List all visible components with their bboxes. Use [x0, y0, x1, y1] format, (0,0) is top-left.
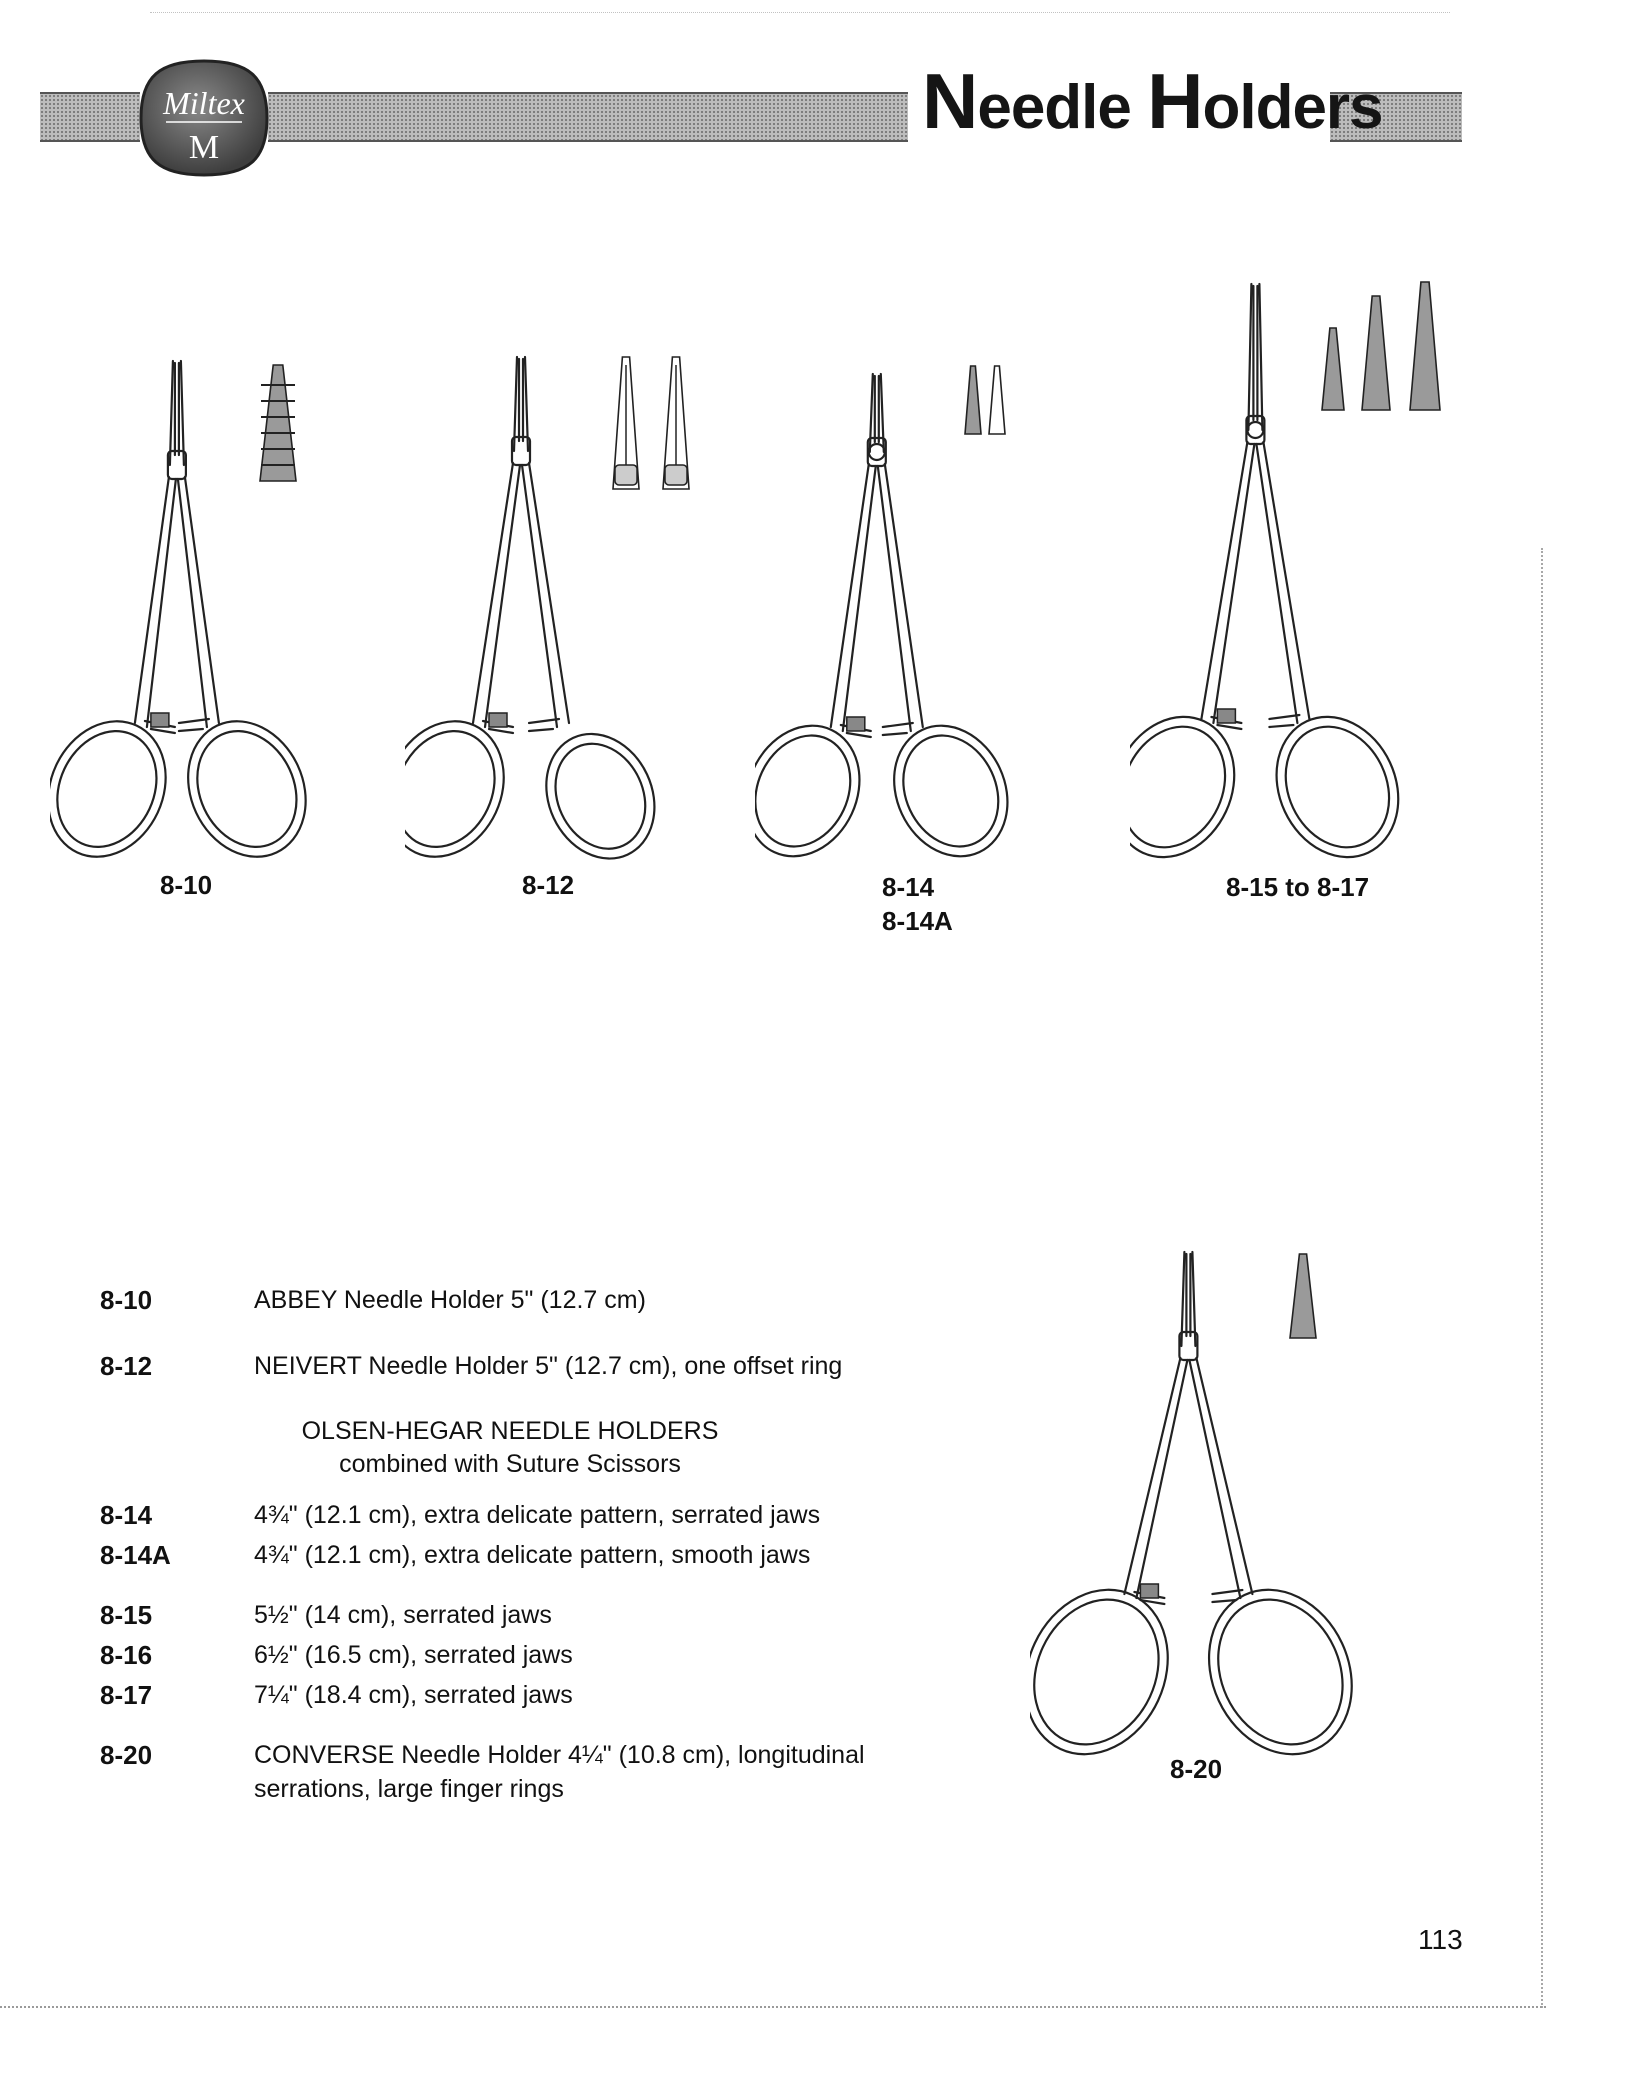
catalog-code: 8-10	[100, 1285, 153, 1315]
page-number: 113	[1418, 1924, 1463, 1955]
catalog-code: 8-16	[100, 1640, 153, 1670]
miltex-logo	[136, 58, 272, 178]
jaw-detail-8-16	[1360, 294, 1392, 412]
page-title-part-1: eedle	[977, 73, 1148, 142]
figure-label-8-14: 8-14	[882, 872, 935, 902]
top-dotted-rule	[150, 12, 1450, 13]
logo-wordmark: Miltex	[163, 85, 245, 121]
header-band-left	[40, 92, 140, 142]
right-margin-rule	[1541, 548, 1543, 2008]
catalog-description: 6½" (16.5 cm), serrated jaws	[254, 1641, 573, 1669]
catalog-description: ABBEY Needle Holder 5" (12.7 cm)	[254, 1286, 646, 1314]
catalog-code: 8-14A	[100, 1540, 171, 1570]
figure-label-8-20: 8-20	[1170, 1754, 1223, 1784]
catalog-description: 4¾" (12.1 cm), extra delicate pattern, serrated jaws	[254, 1501, 821, 1529]
jaw-detail-8-12-b	[661, 355, 691, 491]
needle-holder-8-15-figure	[1130, 280, 1460, 865]
header-band-middle	[268, 92, 908, 142]
jaw-detail-8-12-a	[611, 355, 641, 491]
catalog-description-line-2: serrations, large finger rings	[254, 1775, 564, 1803]
figure-label-8-14a: 8-14A	[882, 906, 953, 936]
catalog-description: 7¼" (18.4 cm), serrated jaws	[254, 1681, 573, 1709]
catalog-code: 8-12	[100, 1351, 153, 1381]
catalog-code: 8-17	[100, 1680, 153, 1710]
jaw-detail-8-14a	[987, 364, 1007, 436]
jaw-detail-8-10	[258, 363, 298, 483]
needle-holder-8-10-figure	[50, 355, 320, 865]
catalog-description	[254, 1738, 954, 1806]
catalog-description-line-1: CONVERSE Needle Holder 4¼" (10.8 cm), longitudinal	[254, 1741, 865, 1769]
catalog-description: 4¾" (12.1 cm), extra delicate pattern, smooth jaws	[254, 1541, 811, 1569]
page-title	[922, 56, 1383, 147]
logo-monogram: M	[188, 129, 220, 166]
catalog-code: 8-20	[100, 1740, 153, 1770]
needle-holder-8-12-drawing	[405, 355, 695, 865]
section-heading: OLSEN-HEGAR NEEDLE HOLDERS	[301, 1417, 719, 1445]
jaw-detail-8-17	[1408, 280, 1442, 412]
bottom-dotted-rule	[0, 2006, 1546, 2008]
page-title-initial-n: N	[922, 57, 978, 145]
catalog-code: 8-15	[100, 1600, 153, 1630]
figure-label-8-10: 8-10	[160, 870, 213, 900]
needle-holder-8-12-figure	[405, 355, 695, 865]
needle-holder-8-20-figure	[1030, 1250, 1360, 1760]
jaw-detail-8-20	[1288, 1252, 1318, 1340]
catalog-description: 5½" (14 cm), serrated jaws	[254, 1601, 552, 1629]
figure-label-8-12: 8-12	[522, 870, 575, 900]
section-subheading: combined with Suture Scissors	[339, 1450, 681, 1478]
page-title-initial-h: H	[1147, 57, 1203, 145]
catalog-code: 8-14	[100, 1500, 153, 1530]
needle-holder-8-14-figure	[755, 360, 1045, 865]
jaw-detail-8-15	[1320, 326, 1346, 412]
catalog-item-8-20	[100, 1738, 920, 1810]
catalog-description: NEIVERT Needle Holder 5" (12.7 cm), one offset ring	[254, 1352, 843, 1380]
jaw-detail-8-14	[963, 364, 983, 436]
figure-label-8-15-to-8-17: 8-15 to 8-17	[1226, 872, 1370, 902]
page-title-part-2: olders	[1202, 73, 1383, 142]
